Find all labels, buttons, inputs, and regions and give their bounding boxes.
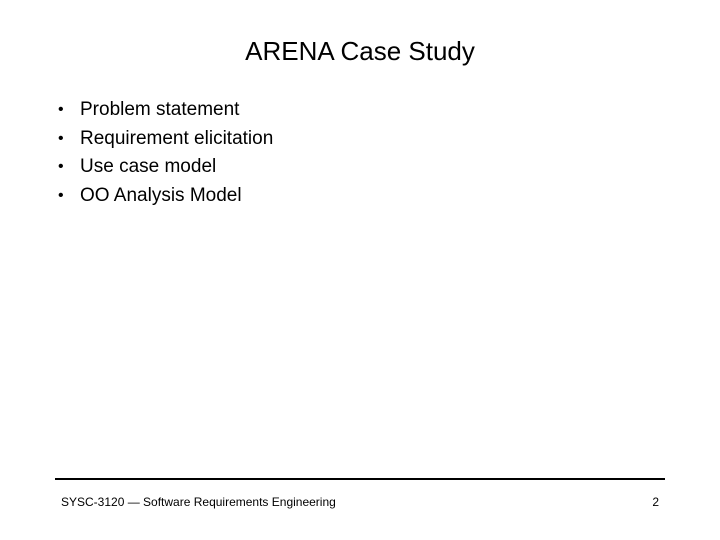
bullet-text: Problem statement [80,99,240,121]
bullet-icon: • [58,101,64,119]
bullet-icon: • [58,158,64,176]
footer-course-title: SYSC-3120 — Software Requirements Engineering [61,495,336,509]
bullet-text: OO Analysis Model [80,184,242,206]
bullet-icon: • [58,129,64,147]
bullet-list [58,96,618,210]
footer-divider [55,478,665,480]
bullet-item [58,182,618,211]
bullet-item [58,96,618,125]
bullet-item [58,153,618,182]
slide-title: ARENA Case Study [245,36,475,66]
slide-page-number: 2 [652,495,659,509]
bullet-text: Requirement elicitation [80,127,274,149]
bullet-icon: • [58,186,64,204]
bullet-text: Use case model [80,156,217,178]
bullet-item [58,125,618,154]
